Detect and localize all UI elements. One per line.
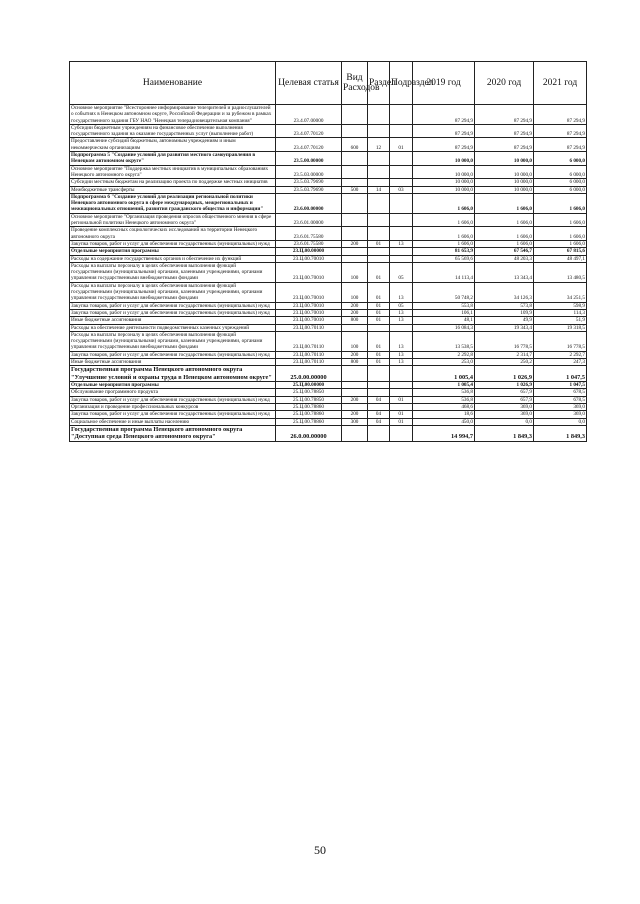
cell-year-2020: 10 000,0 [475, 165, 534, 179]
cell-name: Отдельные мероприятия программы [70, 248, 276, 255]
table-row [70, 396, 587, 403]
cell-year-2019: 253,0 [413, 358, 475, 365]
cell-section: 04 [368, 411, 390, 418]
cell-name: Государственная программа Ненецкого автономного округа "Доступная среда Ненецкого автономного округа" [70, 425, 276, 441]
cell-year-2020: 87 294,9 [475, 138, 534, 152]
cell-expense-type [342, 179, 368, 186]
cell-expense-type [342, 227, 368, 241]
cell-target-article: 23.4.07.70120 [276, 124, 342, 138]
cell-target-article: 23.Ц.00.70010 [276, 255, 342, 262]
cell-year-2019: 10 000,0 [413, 165, 475, 179]
cell-subsection: 05 [390, 262, 413, 282]
cell-section [368, 193, 390, 213]
cell-section [368, 227, 390, 241]
cell-year-2020: 48 203,3 [475, 255, 534, 262]
cell-year-2021: 16 778,5 [534, 331, 587, 351]
cell-year-2021: 369,0 [534, 403, 587, 410]
cell-name: Расходы на выплаты персоналу в целях обеспечения выполнения функций государственными (муниципальными) органами, казенными учреждениями, органами управления государственными внебюджетными фондами [70, 331, 276, 351]
cell-subsection: 13 [390, 240, 413, 247]
cell-expense-type: 100 [342, 282, 368, 302]
cell-year-2019: 2 292,8 [413, 351, 475, 358]
cell-subsection [390, 382, 413, 389]
cell-subsection: 13 [390, 331, 413, 351]
cell-expense-type: 200 [342, 302, 368, 309]
cell-subsection [390, 179, 413, 186]
cell-target-article: 23.6.01.00000 [276, 213, 342, 227]
cell-subsection [390, 255, 413, 262]
cell-year-2019: 553,8 [413, 302, 475, 309]
cell-target-article: 23.Ц.00.70110 [276, 331, 342, 351]
cell-target-article: 23.5.03.00000 [276, 165, 342, 179]
cell-expense-type: 300 [342, 418, 368, 425]
cell-expense-type [342, 152, 368, 166]
table-row [70, 317, 587, 324]
cell-year-2020: 369,0 [475, 403, 534, 410]
cell-section: 01 [368, 282, 390, 302]
cell-year-2020: 573,8 [475, 302, 534, 309]
table-row [70, 358, 587, 365]
cell-name: Закупка товаров, работ и услуг для обеспечения государственных (муниципальных) нужд [70, 351, 276, 358]
table-row [70, 179, 587, 186]
cell-year-2019: 10 000,0 [413, 186, 475, 193]
cell-subsection: 13 [390, 351, 413, 358]
cell-year-2021: 369,0 [534, 411, 587, 418]
cell-year-2021: 6 000,0 [534, 179, 587, 186]
table-row [70, 309, 587, 316]
table-row [70, 425, 587, 441]
cell-year-2019: 1 606,0 [413, 193, 475, 213]
cell-name: Основное мероприятие "Всестороннее информирование телезрителей и радиослушателей о событиях в Ненецком автономном округе, Российской Федерации и за рубежом в рамках государственного задания ГБУ НАО "Ненецкая телерадиовещательная компания" [70, 105, 276, 125]
cell-year-2019: 87 294,9 [413, 138, 475, 152]
table-row [70, 302, 587, 309]
cell-year-2019: 13 538,5 [413, 331, 475, 351]
cell-expense-type [342, 389, 368, 396]
cell-expense-type [342, 255, 368, 262]
cell-year-2019: 1 606,0 [413, 213, 475, 227]
cell-name: Иные бюджетные ассигнования [70, 317, 276, 324]
cell-year-2019: 1 005,4 [413, 366, 475, 382]
cell-name: Отдельные мероприятия программы [70, 382, 276, 389]
table-row [70, 382, 587, 389]
cell-year-2021: 2 292,7 [534, 351, 587, 358]
cell-expense-type: 100 [342, 331, 368, 351]
cell-name: Социальное обеспечение и иные выплаты населению [70, 418, 276, 425]
header-year-2020: 2020 год [475, 62, 534, 105]
cell-target-article: 25.0.00.00000 [276, 366, 342, 382]
header-name: Наименование [70, 62, 276, 105]
table-row [70, 193, 587, 213]
cell-target-article: 23.5.03.79690 [276, 186, 342, 193]
cell-section [368, 255, 390, 262]
cell-year-2020: 49,9 [475, 317, 534, 324]
cell-name: Закупка товаров, работ и услуг для обеспечения государственных (муниципальных) нужд [70, 411, 276, 418]
cell-section [368, 165, 390, 179]
cell-year-2019: 87 294,9 [413, 105, 475, 125]
cell-name: Закупка товаров, работ и услуг для обеспечения государственных (муниципальных) нужд [70, 240, 276, 247]
table-row [70, 152, 587, 166]
table-row [70, 213, 587, 227]
cell-year-2019: 87 294,9 [413, 124, 475, 138]
cell-target-article: 23.6.01.75580 [276, 227, 342, 241]
cell-section: 01 [368, 240, 390, 247]
cell-year-2020: 1 606,0 [475, 213, 534, 227]
cell-year-2019: 536,8 [413, 389, 475, 396]
cell-year-2019: 81 653,9 [413, 248, 475, 255]
cell-year-2020: 1 606,0 [475, 193, 534, 213]
cell-year-2019: 48,1 [413, 317, 475, 324]
cell-expense-type [342, 366, 368, 382]
cell-subsection [390, 248, 413, 255]
cell-name: Расходы на обеспечение деятельности подведомственных казенных учреждений [70, 324, 276, 331]
cell-expense-type: 200 [342, 309, 368, 316]
table-row [70, 331, 587, 351]
cell-subsection: 13 [390, 282, 413, 302]
header-target-article: Целевая статья [276, 62, 342, 105]
cell-name: Основное мероприятие "Организация проведения опросов общественного мнения в сфере региональной политики Ненецкого автономного округа" [70, 213, 276, 227]
cell-year-2019: 1 606,0 [413, 240, 475, 247]
cell-section [368, 366, 390, 382]
cell-target-article: 23.6.00.00000 [276, 193, 342, 213]
table-row [70, 248, 587, 255]
header-year-2021: 2021 год [534, 62, 587, 105]
table-row [70, 227, 587, 241]
cell-subsection: 01 [390, 418, 413, 425]
cell-name: Организация и проведение профессиональных конкурсов [70, 403, 276, 410]
cell-year-2021: 114,3 [534, 309, 587, 316]
cell-section: 01 [368, 317, 390, 324]
table-row [70, 240, 587, 247]
cell-year-2019: 10 000,0 [413, 179, 475, 186]
cell-target-article: 23.Ц.00.00000 [276, 248, 342, 255]
cell-year-2019: 14 113,4 [413, 262, 475, 282]
cell-year-2020: 10 000,0 [475, 152, 534, 166]
cell-year-2019: 1 606,0 [413, 227, 475, 241]
cell-year-2020: 2 314,7 [475, 351, 534, 358]
cell-name: Основное мероприятие "Поддержка местных инициатив в муниципальных образованиях Ненецкого автономного округа" [70, 165, 276, 179]
cell-section [368, 382, 390, 389]
cell-section [368, 425, 390, 441]
header-section: Раздел [368, 62, 390, 105]
cell-subsection: 01 [390, 411, 413, 418]
table-row [70, 138, 587, 152]
cell-subsection: 01 [390, 138, 413, 152]
cell-target-article: 23.5.03.79690 [276, 179, 342, 186]
cell-expense-type [342, 425, 368, 441]
cell-expense-type: 200 [342, 240, 368, 247]
cell-name: Иные бюджетные ассигнования [70, 358, 276, 365]
cell-subsection: 13 [390, 309, 413, 316]
table-row [70, 165, 587, 179]
cell-subsection: 03 [390, 186, 413, 193]
table-row [70, 282, 587, 302]
cell-year-2019: 14 994,7 [413, 425, 475, 441]
cell-target-article: 23.Ц.00.70010 [276, 309, 342, 316]
cell-section [368, 389, 390, 396]
cell-name: Закупка товаров, работ и услуг для обеспечения государственных (муниципальных) нужд [70, 396, 276, 403]
cell-year-2021: 247,3 [534, 358, 587, 365]
cell-year-2020: 1 849,3 [475, 425, 534, 441]
table-row [70, 324, 587, 331]
cell-year-2021: 1 849,3 [534, 425, 587, 441]
cell-subsection [390, 105, 413, 125]
cell-name: Государственная программа Ненецкого автономного округа "Улучшение условий и охраны труда в Ненецком автономном округе" [70, 366, 276, 382]
cell-target-article: 23.Ц.00.70010 [276, 317, 342, 324]
cell-year-2021: 1 047,5 [534, 366, 587, 382]
cell-expense-type [342, 213, 368, 227]
cell-name: Расходы на выплаты персоналу в целях обеспечения выполнения функций государственными (муниципальными) органами, казенными учреждениями, органами управления государственными внебюджетными фондами [70, 262, 276, 282]
cell-year-2021: 678,5 [534, 389, 587, 396]
cell-year-2020: 67 546,7 [475, 248, 534, 255]
cell-expense-type [342, 165, 368, 179]
cell-year-2020: 10 000,0 [475, 179, 534, 186]
cell-section: 04 [368, 396, 390, 403]
cell-year-2021: 1 606,0 [534, 240, 587, 247]
cell-year-2021: 1 047,5 [534, 382, 587, 389]
cell-name: Расходы на выплаты персоналу в целях обеспечения выполнения функций государственными (муниципальными) органами, казенными учреждениями, органами управления государственными внебюджетными фондами [70, 282, 276, 302]
cell-year-2020: 19 343,4 [475, 324, 534, 331]
cell-subsection: 05 [390, 302, 413, 309]
header-expense-type: Вид Расходов [342, 62, 368, 105]
cell-expense-type: 200 [342, 396, 368, 403]
cell-target-article: 23.Ц.00.70010 [276, 282, 342, 302]
cell-target-article: 23.Ц.00.70010 [276, 302, 342, 309]
cell-section: 01 [368, 351, 390, 358]
cell-year-2021: 87 294,9 [534, 105, 587, 125]
cell-section [368, 248, 390, 255]
cell-section: 04 [368, 418, 390, 425]
cell-name: Обслуживание программного продукта [70, 389, 276, 396]
cell-subsection [390, 403, 413, 410]
cell-year-2021: 6 000,0 [534, 152, 587, 166]
cell-subsection: 13 [390, 317, 413, 324]
cell-subsection [390, 165, 413, 179]
cell-expense-type: 100 [342, 262, 368, 282]
cell-target-article: 23.4.07.70120 [276, 138, 342, 152]
cell-target-article: 25.Ц.00.00000 [276, 382, 342, 389]
table-row [70, 418, 587, 425]
cell-year-2020: 657,9 [475, 389, 534, 396]
cell-subsection [390, 324, 413, 331]
header-year-2019: 2019 год [413, 62, 475, 105]
cell-name: Субсидии бюджетным учреждениям на финансовое обеспечение выполнения государственного задания на оказание государственных услуг (выполнение работ) [70, 124, 276, 138]
cell-expense-type: 800 [342, 317, 368, 324]
cell-year-2021: 48 497,1 [534, 255, 587, 262]
cell-year-2021: 1 606,0 [534, 227, 587, 241]
cell-target-article: 25.Ц.00.78860 [276, 411, 342, 418]
cell-section: 01 [368, 309, 390, 316]
cell-year-2019: 50 748,2 [413, 282, 475, 302]
cell-section: 01 [368, 262, 390, 282]
budget-table-page [69, 61, 586, 442]
cell-section [368, 213, 390, 227]
table-row [70, 389, 587, 396]
cell-year-2021: 13 480,5 [534, 262, 587, 282]
cell-year-2020: 369,0 [475, 411, 534, 418]
cell-expense-type [342, 105, 368, 125]
cell-year-2019: 106,1 [413, 309, 475, 316]
cell-year-2020: 1 606,0 [475, 227, 534, 241]
cell-year-2020: 250,2 [475, 358, 534, 365]
cell-subsection [390, 425, 413, 441]
cell-section: 01 [368, 331, 390, 351]
cell-year-2021: 1 606,0 [534, 213, 587, 227]
cell-subsection [390, 124, 413, 138]
cell-year-2020: 87 294,9 [475, 105, 534, 125]
cell-expense-type: 200 [342, 411, 368, 418]
cell-year-2021: 34 251,5 [534, 282, 587, 302]
budget-table [69, 61, 587, 442]
cell-target-article: 23.6.01.75580 [276, 240, 342, 247]
cell-year-2019: 65 569,6 [413, 255, 475, 262]
table-row [70, 411, 587, 418]
cell-year-2021: 1 606,0 [534, 193, 587, 213]
cell-year-2021: 6 000,0 [534, 165, 587, 179]
cell-target-article: 23.Ц.00.70110 [276, 324, 342, 331]
cell-subsection [390, 152, 413, 166]
cell-expense-type [342, 324, 368, 331]
cell-section [368, 179, 390, 186]
cell-name: Закупка товаров, работ и услуг для обеспечения государственных (муниципальных) нужд [70, 302, 276, 309]
cell-target-article: 23.Ц.00.70010 [276, 262, 342, 282]
cell-name: Подпрограмма 6 "Создание условий для реализации региональной политики Ненецкого автономного округа в сфере международных, межрегиональных и межнациональных отношений, развития гражданского общества и информации" [70, 193, 276, 213]
cell-expense-type [342, 248, 368, 255]
cell-name: Закупка товаров, работ и услуг для обеспечения государственных (муниципальных) нужд [70, 309, 276, 316]
cell-section: 14 [368, 186, 390, 193]
cell-section [368, 124, 390, 138]
cell-year-2021: 87 294,9 [534, 124, 587, 138]
page-number: 50 [314, 843, 326, 857]
cell-section: 01 [368, 358, 390, 365]
cell-year-2021: 6 000,0 [534, 186, 587, 193]
cell-year-2020: 34 126,3 [475, 282, 534, 302]
cell-section [368, 105, 390, 125]
cell-year-2020: 10 000,0 [475, 186, 534, 193]
table-row [70, 403, 587, 410]
cell-name: Проведение комплексных социологических исследований на территории Ненецкого автономного округа [70, 227, 276, 241]
cell-target-article: 25.Ц.00.78850 [276, 389, 342, 396]
cell-subsection: 01 [390, 396, 413, 403]
table-body [70, 105, 587, 442]
cell-year-2021: 67 815,6 [534, 248, 587, 255]
cell-year-2020: 109,9 [475, 309, 534, 316]
cell-year-2020: 657,9 [475, 396, 534, 403]
cell-year-2020: 1 026,9 [475, 366, 534, 382]
cell-subsection [390, 389, 413, 396]
table-row [70, 124, 587, 138]
cell-name: Субсидии местным бюджетам на реализацию проекта по поддержке местных инициатив [70, 179, 276, 186]
cell-expense-type [342, 382, 368, 389]
cell-year-2019: 536,8 [413, 396, 475, 403]
cell-year-2020: 87 294,9 [475, 124, 534, 138]
table-row [70, 351, 587, 358]
cell-section: 12 [368, 138, 390, 152]
table-row [70, 366, 587, 382]
cell-subsection [390, 213, 413, 227]
cell-year-2021: 19 318,5 [534, 324, 587, 331]
cell-subsection: 13 [390, 358, 413, 365]
cell-name: Подпрограмма 5 "Создание условий для развития местного самоуправления в Ненецком автономном округе" [70, 152, 276, 166]
cell-subsection [390, 227, 413, 241]
cell-expense-type [342, 193, 368, 213]
cell-year-2021: 598,9 [534, 302, 587, 309]
cell-section [368, 324, 390, 331]
cell-year-2019: 468,6 [413, 403, 475, 410]
cell-target-article: 23.4.07.00000 [276, 105, 342, 125]
cell-target-article: 25.Ц.00.78860 [276, 418, 342, 425]
cell-target-article: 25.Ц.00.78860 [276, 403, 342, 410]
cell-subsection [390, 193, 413, 213]
cell-year-2019: 1 005,4 [413, 382, 475, 389]
cell-target-article: 23.Ц.00.70110 [276, 351, 342, 358]
cell-expense-type: 600 [342, 138, 368, 152]
cell-section [368, 403, 390, 410]
cell-section [368, 152, 390, 166]
cell-name: Межбюджетные трансферты [70, 186, 276, 193]
cell-expense-type [342, 124, 368, 138]
cell-target-article: 26.0.00.00000 [276, 425, 342, 441]
cell-year-2020: 13 343,4 [475, 262, 534, 282]
cell-expense-type: 800 [342, 358, 368, 365]
table-row [70, 186, 587, 193]
cell-year-2019: 450,0 [413, 418, 475, 425]
cell-target-article: 23.5.00.00000 [276, 152, 342, 166]
header-subsection: Подраздел [390, 62, 413, 105]
cell-target-article: 23.Ц.00.70110 [276, 358, 342, 365]
cell-name: Предоставление субсидий бюджетным, автономным учреждениям и иным некоммерческим организациям [70, 138, 276, 152]
cell-name: Расходы на содержание государственных органов и обеспечение их функций [70, 255, 276, 262]
cell-year-2020: 1 026,9 [475, 382, 534, 389]
cell-year-2019: 10 000,0 [413, 152, 475, 166]
cell-year-2019: 18,6 [413, 411, 475, 418]
cell-year-2020: 0,0 [475, 418, 534, 425]
cell-expense-type [342, 403, 368, 410]
cell-section: 01 [368, 302, 390, 309]
cell-expense-type: 200 [342, 351, 368, 358]
cell-year-2019: 16 084,3 [413, 324, 475, 331]
cell-expense-type: 500 [342, 186, 368, 193]
cell-target-article: 25.Ц.00.78850 [276, 396, 342, 403]
cell-year-2020: 1 606,0 [475, 240, 534, 247]
cell-year-2020: 16 778,5 [475, 331, 534, 351]
table-header-row [70, 62, 587, 105]
cell-year-2021: 678,5 [534, 396, 587, 403]
table-row [70, 255, 587, 262]
cell-year-2021: 0,0 [534, 418, 587, 425]
cell-year-2021: 51,9 [534, 317, 587, 324]
cell-subsection [390, 366, 413, 382]
table-row [70, 105, 587, 125]
table-row [70, 262, 587, 282]
cell-year-2021: 87 294,9 [534, 138, 587, 152]
